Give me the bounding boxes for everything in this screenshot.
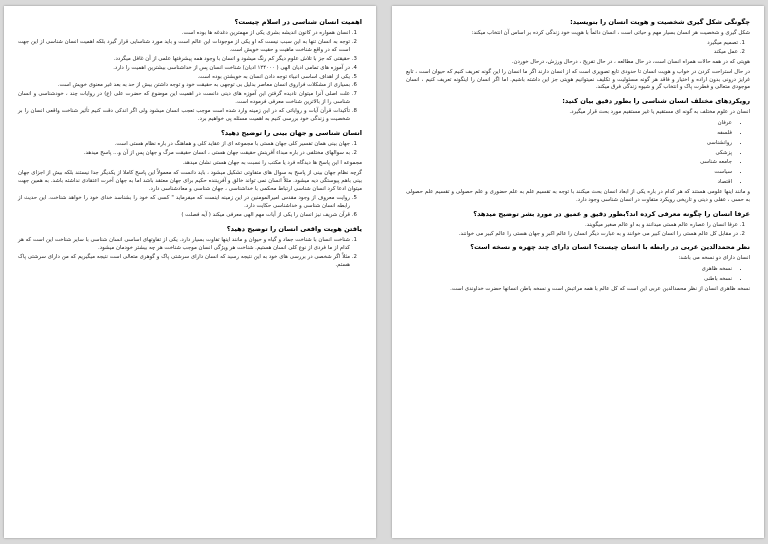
list-item: • اقتصاد	[406, 178, 732, 187]
section-heading: نظر محمدالدین عربی در رابطه با انسان چیست؟ انسان دارای چند چهره و نسخه است؟	[470, 243, 750, 252]
list-item: 1. تصمیم میگیرد	[406, 40, 738, 48]
paragraph: انسان دارای دو نسخه می باشد:	[678, 255, 750, 262]
section-importance	[18, 18, 362, 124]
paragraph: نسخه ظاهری انسان از نظر محمدالدین عربی این است که کل عالم با همه مراتبش است و نسخه باطن انسانها حضرت خداوندی است.	[450, 285, 750, 292]
list-item: • پزشکی	[406, 149, 732, 158]
paragraph: گرچه نظام جهان بینی از پاسخ به سوال های متفاوتی تشکیل میشود ، باید دانست که معمولاً این پاسخ کاملا از یکدیگر جدا نیستند بلکه بیش از اجزای جهان بینی باهم پیوستگی دیه میشود. مثلاً انسان نمی تواند خالق و آفریننده حکیم برای جهان معتقد باشد اما به جهان آخرت اعتقادی نداشته باشد. به همین جهت میتوان ادعا کرد انسان شناسی ارتباط محکمی با خداشناسی ، جهان شناسی و معادشناسی دارد.	[18, 169, 362, 192]
list-item: 2. مثلاً اگر شخصی در بررسی های خود به این نتیجه رسید که انسان دارای سرشتی پاک و گوهری متعالی است نتیجه میگیریم که من دارای سرشتی پاک هستم.	[18, 254, 350, 270]
section-ibn-arabi	[406, 243, 750, 293]
numbered-list	[18, 237, 362, 270]
section-true-identity	[18, 225, 362, 270]
list-item: 5. یکی از اهداف اساسی انبیاء توجه دادن انسان به خویشتن بوده است.	[18, 74, 350, 82]
list-item: 3. حقیقتی که جز با تلاش علوم دیگر کم رنگ میشود و انسان با وجود همه پیشرفتها علمی از آن غافل میگردد.	[18, 56, 350, 64]
section-worldview	[18, 129, 362, 220]
list-item: • فلسفه	[406, 129, 732, 138]
list-item: 1. شناخت انسان با شناخت جماد و گیاه و حیوان و مانند اینها تفاوت بسیار دارد. یکی از تفاوتهای اساسی انسان شناسی با سایر شناخت این است که هر کدام از ما فردی از نوع کلی انسان هستیم. شناخت هر ویژگی انسان موجب شناخت هر چه بیشتر خودمان میشود.	[18, 237, 350, 253]
right-page	[392, 6, 764, 538]
list-item: 1. انسان همواره در کانون اندیشه بشری یکی از مهمترین دغدغه ها بوده است.	[18, 30, 350, 38]
list-item: 1. جهان بینی همان تفسیر کلی جهان هستی با مجموعه ای از عقاید کلی و هماهنگ در باره نظام هستی است.	[18, 141, 350, 149]
bullet-list	[406, 265, 750, 284]
numbered-list	[18, 30, 362, 124]
paragraph: در حال استراحت کردن در خواب و هویت انسان تا حدودی تابع تصویری است که از انسان دارند اگر ما انسان را این گونه تعریف کنیم که حیوان است ، تابع غرایز درونی بدون اراده و اختیار و فاقد هر گونه مسئولیت و تکلیف نمیتوانیم هویتی جز این داشته باشیم. اما اگر انسان را اینگونه تعریف کنیم ، انسان موجودی متعالی و فطرت پاک و انتخاب گر و شیوه زندگی فرق میکند.	[406, 68, 750, 91]
list-item: 5. روایت معروف از وجود مقدس امیرالمومنین در این زمینه اینست که میفرماید " کسی که خود را بشناسد خدای خود را خواهد شناخت. این حدیث از رابطه انسان شناسی و خداشناسی حکایت دارد.	[18, 195, 350, 211]
section-heading: یافتن هویت واقعی انسان را توضیح دهید؟	[226, 225, 362, 234]
bullet-list	[406, 119, 750, 187]
list-item: 2. عمل میکند	[406, 49, 738, 57]
list-item: • عرفان	[406, 119, 732, 128]
list-item: 7. علت اصلی آنرا میتوان نادیده گرفتن این آموزه های دینی دانست در اهمیت این موضوع که حضرت علی (ع) در روایات چند ، خودشناسی و انسان شناسی را از بالاترین شناخت معرفی فرموده است.	[18, 91, 350, 107]
paragraph: انسان در علوم مختلف به گونه ای مستقیم یا غیر مستقیم مورد بحث قرار میگیرد.	[569, 109, 750, 116]
numbered-list	[18, 195, 362, 220]
list-item: 2. توجه به انسان تنها به این سبب نیست که او یکی از موجودات این عالم است و باید مورد شناسایی قرار گیرد بلکه اهمیت انسان شناسی از این جهت است که در واقع شناخت ماهیت و حقیت خویش است.	[18, 39, 350, 55]
section-heading: اهمیت انسان شناسی در اسلام چیست؟	[234, 18, 362, 26]
list-item: 4. در آموزه های تمامی ادیان الهی ( ۱۲۴۰۰۰ ادیان) شناخت انسان پس از خداشناسی بیشترین اهمیت را دارد.	[18, 65, 350, 73]
list-item: 8. تأکیدات قرآن آیات و روایاتی که در این زمینه وارد شده است موجب تعجب انسان میشود ولی اگر اندکی دقت کنیم تأثیر شناخت واقعی انسان را بر شخصیت و زندگی خود بررسی کنیم به اهمیت مسئله پی خواهیم برد.	[18, 108, 350, 124]
list-item: 2. در مقابل کل عالم هستی را انسان کبیر می خوانند و به عبارت دیگر انسان را عالم اکبر و جهان هستی را عالم کبیر می خوانند.	[406, 231, 738, 239]
list-item: • نسخه ظاهری	[406, 265, 732, 274]
numbered-list	[406, 222, 750, 239]
section-mystics	[406, 210, 750, 239]
left-page	[4, 6, 376, 538]
paragraph: هویتی که در همه حالات همراه انسان است، در حال مطالعه ، در حال تفریح ، درحال ورزش، درحال خوردن.	[511, 58, 750, 65]
paragraph: شکل گیری و شخصیت هر انسان بسیار مهم و حیاتی است ، انسان دائماً با هویت خود زندگی کرده بر اساس آن انتخاب میکند:	[471, 30, 750, 36]
section-heading: عرفا انسان را چگونه معرفی کرده اند؟بطور دقیق و عمیق در مورد بشر توضیح میدهد؟	[473, 209, 750, 218]
section-personality-formation	[406, 18, 750, 92]
section-heading: انسان شناسی و جهان بینی را توضیح دهید؟	[220, 128, 362, 137]
list-item: • جامعه شناسی	[406, 158, 732, 167]
paragraph: و مانند اینها علومی هستند که هر کدام در باره یکی از ابعاد انسان بحث میکنند با توجه به تقسیم علم به علم حضوری و علم حصولی و تقسیم علم حصولی به حسی ، عقلی و دینی و تاریخی رویکرد متفاوت در انسان شناسی وجود دارد.	[406, 188, 750, 203]
list-item: • روانشناسی	[406, 139, 732, 148]
paragraph: مجموعه ا این پاسخ ها دیدگاه فرد یا مکتب را نسبت به جهان هستی نشان میدهد.	[182, 159, 362, 166]
list-item: 2. به سوالهای مختلفی در باره مبداء آفرینش حقیقت جهان هستی ، انسان حقیقت مرگ و جهان پس از آن و... پاسخ میدهد.	[18, 150, 350, 158]
list-item: 6. قرآن شریف نیز انسان را یکی از آیات مهم الهی معرفی میکند ( آیه فصلت )	[18, 212, 350, 220]
list-item: • نسخه باطنی	[406, 275, 732, 284]
numbered-list	[18, 141, 362, 158]
section-heading: رویکردهای مختلف انسان شناسی را بطور دقیق بیان کنید:	[562, 97, 750, 106]
section-approaches	[406, 97, 750, 204]
section-heading: چگونگی شکل گیری شخصیت و هویت انسان را بنویسید:	[570, 18, 750, 26]
list-item: 1. عرفا انسان را عصاره عالم هستی میدانند و به او عالم صغیر میگویند.	[406, 222, 738, 230]
list-item: 6. بسیاری از مشکلات فراروی انسان معاصر بدلیل بی توجهی به حقیقت خود و توجه داشتن بیش از حد به بعد غیر معنوی خویش است.	[18, 82, 350, 90]
numbered-list	[406, 40, 750, 57]
list-item: • سیاست	[406, 168, 732, 177]
